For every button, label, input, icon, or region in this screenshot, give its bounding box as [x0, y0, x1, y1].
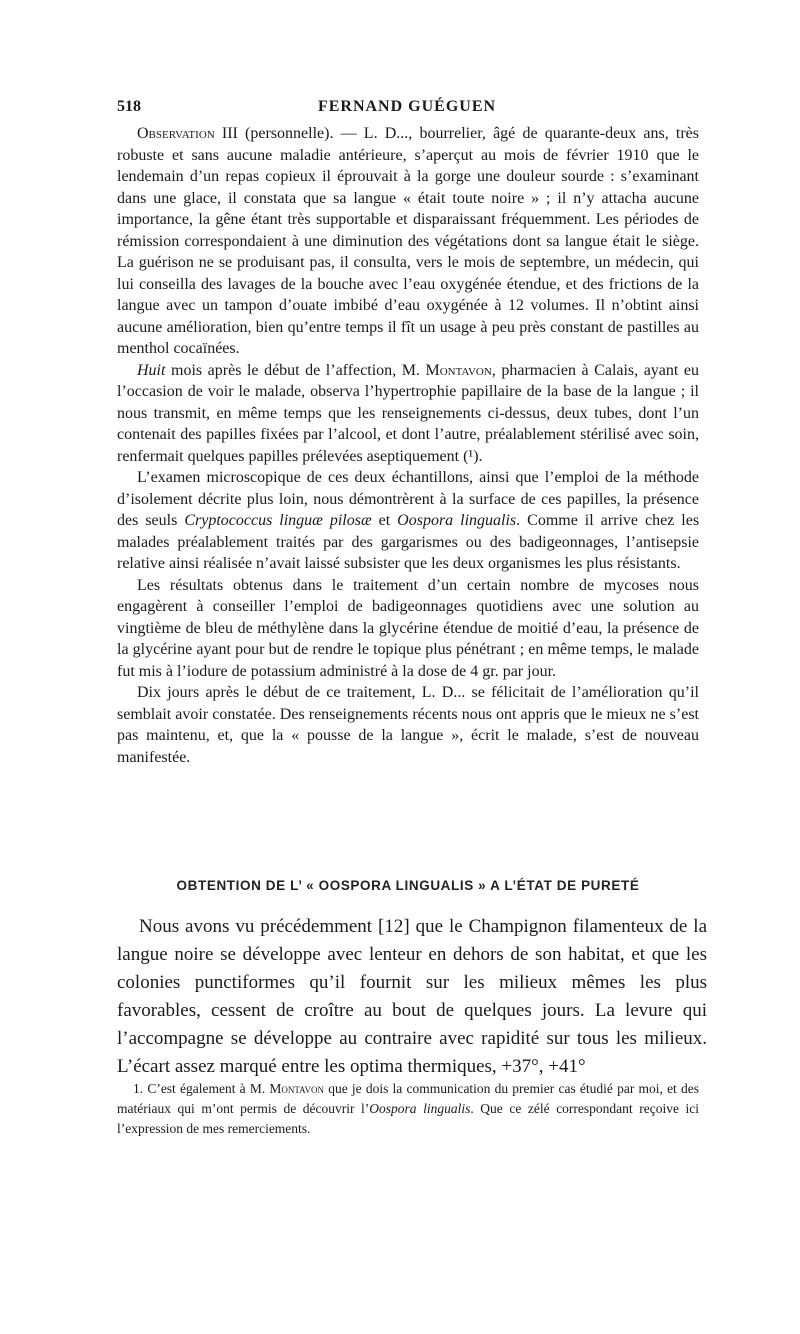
page-number: 518: [117, 98, 141, 115]
observation-intro-text: III (personnelle). — L. D..., bourrelier, âgé de quarante-deux ans, très robuste et sans aucune maladie antérieure, s’aperçut au mois de février 1910 que le lendemain d’un repas copieux il éprouvait à la gorge une douleur sourde : s’examinant dans une glace, il constata que sa langue « était toute noire » ; il n’y attacha aucune importance, la gêne étant très supportable et disparaissant fréquemment. Les périodes de rémission correspondaient à une diminution des végétations dont sa langue était le siège. La guérison ne se produisant pas, il consulta, vers le mois de septembre, un médecin, qui lui conseilla des lavages de la bouche avec l’eau oxygénée étendue, et des frictions de la langue avec un tampon d’ouate imbibé d’eau oxygénée à 12 volumes. Il n’obtint ainsi aucune amélioration, bien qu’entre temps il fît un usage à peu près constant de pastilles au menthol cocaïnées.: [117, 125, 699, 357]
footnote-text-b: que je dois la communication du premier cas étudié par moi, et des matériaux qui m’ont permis de découvrir l’: [117, 1081, 699, 1116]
species-cryptococcus: Cryptococcus linguæ pilosæ: [184, 512, 372, 529]
italic-huit: Huit: [137, 361, 166, 379]
observation-text: [117, 123, 699, 768]
paragraph-microscopic-exam: [117, 467, 699, 575]
name-montavon: Montavon: [425, 361, 492, 379]
footnote-text: [117, 1079, 699, 1139]
footnote: [117, 1079, 699, 1139]
footnote-name: Montavon: [269, 1081, 325, 1096]
exam-text-a: L’examen microscopique de ces deux échantillons, ainsi que l’emploi de la méthode d’isolement décrite plus loin, nous démontrèrent à la surface de ces papilles, la présence des seuls: [117, 469, 699, 529]
species-oospora: Oospora lingualis: [397, 512, 517, 529]
paragraph-outcome: Dix jours après le début de ce traitement, L. D... se félicitait de l’amélioration qu’il semblait avoir constatée. Des renseignements récents nous ont appris que le mieux ne s’est pas maintenu, et, que la « pousse de la langue », écrit le malade, s’est de nouveau manifestée.: [117, 684, 699, 766]
footnote-species: Oospora lingualis: [369, 1101, 471, 1116]
footnote-text-a: 1. C’est également à M.: [133, 1081, 270, 1096]
section-heading: OBTENTION DE L’ « OOSPORA LINGUALIS » A L’ÉTAT DE PURETÉ: [176, 878, 640, 893]
section-paragraph: Nous avons vu précédemment [12] que le Champignon filamenteux de la langue noire se développe avec lenteur en dehors de son habitat, et que les colonies punctiformes qu’il fournit sur les milieux mêmes les plus favorables, cessent de croître au bout de quelques jours. La levure qui l’accompagne se développe au contraire avec rapidité sur tous les milieux. L’écart assez marqué entre les optima thermiques, +37°, +41°: [117, 916, 707, 1077]
running-head: FERNAND GUÉGUEN: [317, 98, 497, 115]
exam-text-c: . Comme il arrive chez les malades préalablement traités par des gargarismes ou des badigeonnages, l’antisepsie relative ainsi réalisée n’avait laissé subsister que les deux organismes les plus résistants.: [117, 512, 700, 572]
paragraph-treatment: Les résultats obtenus dans le traitement d’un certain nombre de mycoses nous engagèrent à conseiller l’emploi de badigeonnages quotidiens avec une solution au vingtième de bleu de méthylène dans la glycérine étendue de moitié d’eau, la présence de la glycérine ayant pour but de rendre le topique plus pénétrant ; en même temps, le malade fut mis à l’iodure de potassium administré à la dose de 4 gr. par jour.: [117, 576, 699, 680]
footnote-text-c: . Que ce zélé correspondant reçoive ici l’expression de mes remerciements.: [117, 1101, 699, 1136]
page-header: [117, 98, 697, 122]
paragraph-montavon: [117, 360, 699, 468]
montavon-text-a: mois après le début de l’affection, M.: [165, 361, 426, 379]
paragraph-observation-intro: [117, 123, 699, 360]
observation-label: Observation: [137, 125, 215, 142]
montavon-text-b: , pharmacien à Calais, ayant eu l’occasion de voir le malade, observa l’hypertrophie papillaire de la base de la langue ; il nous transmit, en même temps que les renseignements ci-dessus, deux tubes, dont l’un contenait des papilles fixées par l’alcool, et dont l’autre, préalablement stérilisé avec soin, renfermait quelques papilles prélevées aseptiquement (¹).: [117, 361, 700, 465]
section-body: [117, 913, 707, 1081]
exam-text-b: et: [371, 512, 398, 529]
